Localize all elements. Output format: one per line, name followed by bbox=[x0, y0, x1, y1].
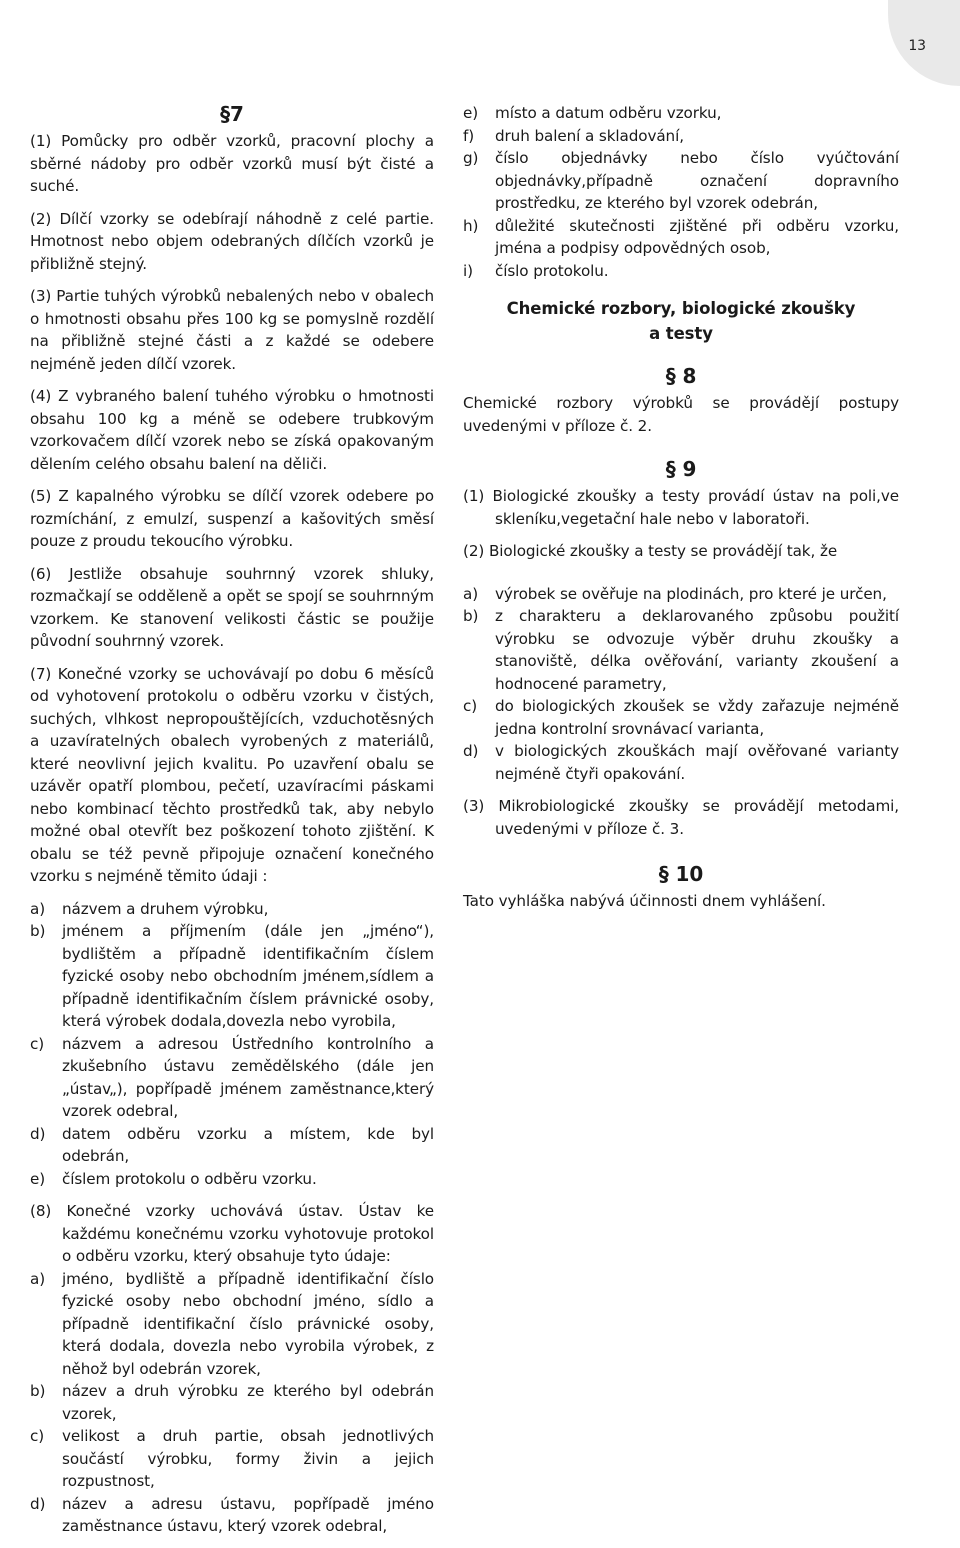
list-9-2 bbox=[463, 583, 899, 786]
list-item: d) datem odběru vzorku a místem, kde byl odebrán, bbox=[30, 1124, 434, 1165]
list-7-8 bbox=[30, 1268, 434, 1538]
list-item: c) do biologických zkoušek se vždy zařazuje nejméně jedna kontrolní srovnávací varianta, bbox=[463, 697, 899, 738]
section-7-heading: §7 bbox=[220, 102, 244, 126]
section-9-heading: § 9 bbox=[665, 457, 697, 481]
paragraph-7-3: (3) Partie tuhých výrobků nebalených nebo v obalech o hmotnosti obsahu přes 100 kg se pomyslně rozdělí na přibližně stejné části a z každé se odebere nejméně jeden dílčí vzorek. bbox=[30, 287, 434, 373]
chapter-heading bbox=[463, 296, 899, 346]
chapter-heading-line-1: Chemické rozbory, biologické zkoušky bbox=[506, 299, 856, 318]
page-number: 13 bbox=[908, 38, 926, 54]
list-item: a) názvem a druhem výrobku, bbox=[30, 899, 269, 918]
list-7-8-continued bbox=[463, 102, 899, 282]
paragraph-7-5: (5) Z kapalného výrobku se dílčí vzorek odebere po rozmíchání, z emulzí, suspenzí a kašovitých směsí pouze z proudu tekoucího výrobku. bbox=[30, 487, 434, 550]
list-item: e) místo a datum odběru vzorku, bbox=[463, 104, 722, 122]
list-item: b) název a druh výrobku ze kterého byl odebrán vzorek, bbox=[30, 1382, 434, 1423]
chapter-heading-line-2: a testy bbox=[649, 324, 713, 343]
paragraph-7-4: (4) Z vybraného balení tuhého výrobku o hmotnosti obsahu 100 kg a méně se odebere trubkovým vzorkovačem dílčí vzorek nebo se získá opakovaným dělením celého obsahu balení na děliči. bbox=[30, 387, 434, 473]
list-item: d) v biologických zkouškách mají ověřované varianty nejméně čtyři opakování. bbox=[463, 742, 899, 783]
left-column bbox=[30, 102, 434, 1548]
list-item: d) název a adresu ústavu, popřípadě jméno zaměstnance ústavu, který vzorek odebral, bbox=[30, 1494, 434, 1535]
list-item: i) číslo protokolu. bbox=[463, 261, 609, 280]
paragraph-7-1: (1) Pomůcky pro odběr vzorků, pracovní plochy a sběrné nádoby pro odběr vzorků musí být čisté a suché. bbox=[30, 132, 434, 195]
list-item: c) velikost a druh partie, obsah jednotlivých součástí výrobku, formy živin a jejich rozpustnost, bbox=[30, 1427, 434, 1490]
paragraph-7-8: (8) Konečné vzorky uchovává ústav. Ústav ke každému konečnému vzorku vyhotovuje protokol o odběru vzorku, který obsahuje tyto údaje: bbox=[30, 1202, 434, 1265]
list-item: h) důležité skutečnosti zjištěné při odběru vzorku, jména a podpisy odpovědných osob, bbox=[463, 216, 899, 257]
section-10-heading: § 10 bbox=[658, 862, 704, 886]
list-item: g) číslo objednávky nebo číslo vyúčtování objednávky,případně označení dopravního prostředku, ze kterého byl vzorek odebrán, bbox=[463, 149, 899, 212]
paragraph-7-6: (6) Jestliže obsahuje souhrnný vzorek shluky, rozmačkají se odděleně a opět se spojí se souhrnným vzorkem. Ke stanovení velikosti částic se použije původní souhrnný vzorek. bbox=[30, 564, 434, 650]
list-item: a) výrobek se ověřuje na plodinách, pro které je určen, bbox=[463, 584, 887, 603]
list-item: a) jméno, bydliště a případně identifikační číslo fyzické osoby nebo obchodní jméno, sídlo a případně identifikační číslo právnické osoby, která dodala, dovezla nebo vyrobila výrobek, z něhož byl odebrán vzorek, bbox=[30, 1269, 434, 1378]
list-item: b) jménem a příjmením (dále jen „jméno“), bydlištěm a případně identifikačním číslem fyzické osoby nebo obchodním jménem,sídlem a případně identifikačním číslem právnické osoby, která výrobek dodala,dovezla nebo vyrobila, bbox=[30, 922, 434, 1030]
list-item: c) názvem a adresou Ústředního kontrolního a zkušebního ústavu zemědělského (dále jen „ústav„), popřípadě jménem zaměstnance,který vzorek odebral, bbox=[30, 1034, 434, 1120]
list-item: f) druh balení a skladování, bbox=[463, 126, 684, 145]
paragraph-9-3: (3) Mikrobiologické zkoušky se provádějí metodami, uvedenými v příloze č. 3. bbox=[463, 797, 899, 838]
paragraph-9-1: (1) Biologické zkoušky a testy provádí ústav na poli,ve skleníku,vegetační hale nebo v laboratoři. bbox=[463, 487, 899, 528]
list-7-7 bbox=[30, 898, 434, 1191]
paragraph-9-2: (2) Biologické zkoušky a testy se provádějí tak, že bbox=[463, 542, 838, 560]
paragraph-8: Chemické rozbory výrobků se provádějí postupy uvedenými v příloze č. 2. bbox=[463, 394, 899, 435]
list-item: b) z charakteru a deklarovaného způsobu použití výrobku se odvozuje výběr druhu zkoušky a stanoviště, délka ověřování, varianty zkoušení a hodnocené parametry, bbox=[463, 607, 899, 693]
right-column bbox=[463, 102, 899, 923]
section-8-heading: § 8 bbox=[665, 364, 697, 388]
paragraph-10: Tato vyhláška nabývá účinnosti dnem vyhlášení. bbox=[463, 892, 826, 910]
list-item: e) číslem protokolu o odběru vzorku. bbox=[30, 1169, 317, 1188]
paragraph-7-2: (2) Dílčí vzorky se odebírají náhodně z celé partie. Hmotnost nebo objem odebraných dílčích vzorků je přibližně stejný. bbox=[30, 209, 434, 273]
paragraph-7-7: (7) Konečné vzorky se uchovávají po dobu 6 měsíců od vyhotovení protokolu o odběru vzorku v čistých, suchých, vlhkost nepropouštějících, vzduchotěsných a uzavíratelných obalech vyrobených z materiálů, které neovlivní jejich kvalitu. Po uzavření obalu se uzávěr opatří plombou, pečetí, uzavíracími páskami nebo kombinací těchto prostředků tak, aby nebylo možné obal otevřít bez poškození tohoto zjištění. K obalu se též pevně připojuje označení konečného vzorku s nejméně těmito údaji : bbox=[30, 664, 434, 885]
